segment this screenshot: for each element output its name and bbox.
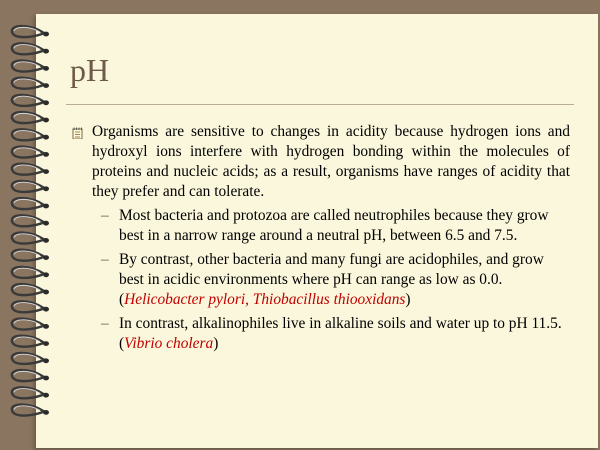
slide-content — [70, 122, 570, 354]
slide-title: pH — [70, 52, 110, 88]
species-names: Helicobacter pylori, Thiobacillus thiooxidans — [124, 291, 406, 308]
sub-bullet-text: By contrast, other bacteria and many fungi are acidophiles, and grow best in acidic environments where pH can range as low as 0.0. ( — [119, 251, 544, 308]
sub-bullet-text: In contrast, alkalinophiles live in alkaline soils and water up to pH 11.5. ( — [119, 315, 562, 352]
closing-paren: ) — [213, 335, 219, 352]
dash-marker: – — [101, 315, 109, 332]
notepad-bullet-icon — [72, 127, 84, 139]
closing-paren: ) — [405, 291, 411, 308]
main-bullet-text: Organisms are sensitive to changes in acidity because hydrogen ions and hydroxyl ions interfere with hydrogen bonding within the molecules of proteins and nucleic acids; as a result, organisms have ranges of acidity that they prefer and can tolerate. — [92, 123, 570, 200]
species-names: Vibrio cholera — [124, 335, 214, 352]
sub-bullet-alkalinophiles — [70, 314, 570, 354]
sub-bullet-text: Most bacteria and protozoa are called neutrophiles because they grow best in a narrow range around a neutral pH, between 6.5 and 7.5. — [119, 207, 549, 244]
sub-bullet-neutrophiles — [70, 206, 570, 246]
main-bullet — [70, 122, 570, 202]
dash-marker: – — [101, 251, 109, 268]
dash-marker: – — [101, 207, 109, 224]
sub-bullet-acidophiles — [70, 250, 570, 310]
title-divider — [66, 104, 574, 105]
